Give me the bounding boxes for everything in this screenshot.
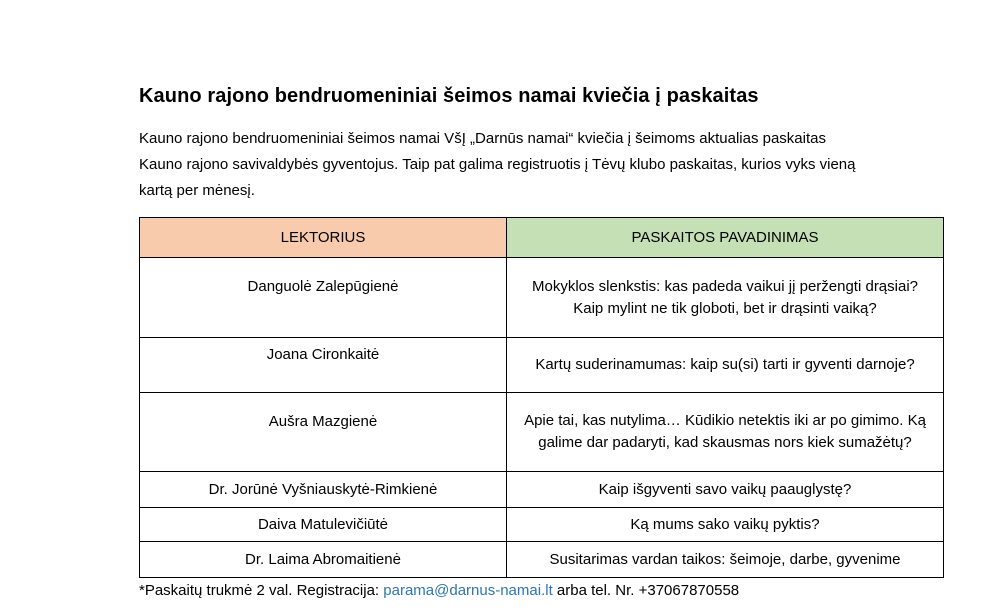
lecturer-name: Aušra Mazgienė	[268, 412, 378, 430]
topic-text: Mokyklos slenkstis: kas padeda vaikui jį peržengti drąsiai?	[531, 277, 918, 295]
lecturer-name: Danguolė Zalepūgienė	[247, 278, 399, 295]
topic-text: Apie tai, kas nutylima… Kūdikio netektis iki ar po gimimo. Ką galime dar padaryti, kad skausmas nors kiek sumažėtų?	[524, 412, 926, 451]
header-cell-topic: PASKAITOS PAVADINIMAS	[507, 218, 944, 258]
lecturer-name: Dr. Jorūnė Vyšniauskytė-Rimkienė	[208, 481, 438, 498]
footer-suffix: arba tel. Nr. +37067870558	[552, 582, 740, 599]
topic-text: Susitarimas vardan taikos: šeimoje, darbe, gyvenime	[549, 550, 901, 568]
lecturer-cell	[140, 393, 507, 472]
lecturer-cell	[140, 508, 507, 542]
table-row	[140, 542, 944, 578]
email-link[interactable]: parama@darnus-namai.lt	[383, 582, 553, 599]
topic-text: Kaip mylint ne tik globoti, bet ir drąsinti vaiką?	[573, 299, 877, 317]
footer-prefix: *Paskaitų trukmė 2 val. Registracija:	[139, 582, 384, 599]
intro-line: Kauno rajono bendruomeniniai šeimos namai VšĮ „Darnūs namai“ kviečia į šeimoms aktualias paskaitas	[139, 130, 826, 147]
lecturer-cell	[140, 542, 507, 578]
table-header-row	[140, 218, 944, 258]
topic-cell	[507, 338, 944, 393]
lecturer-name: Dr. Laima Abromaitienė	[245, 551, 401, 568]
table-row	[140, 508, 944, 542]
lectures-table	[139, 217, 944, 578]
topic-cell	[507, 542, 944, 578]
footer-note	[139, 581, 943, 600]
intro-line: kartą per mėnesį.	[139, 182, 255, 199]
lecturer-name: Daiva Matulevičiūtė	[257, 516, 389, 533]
topic-cell	[507, 258, 944, 338]
lecturer-name: Joana Cironkaitė	[266, 345, 380, 363]
table-row	[140, 258, 944, 338]
topic-cell	[507, 393, 944, 472]
lecturer-cell	[140, 258, 507, 338]
topic-text: Kaip išgyventi savo vaikų paauglystę?	[598, 480, 852, 498]
header-cell-lecturer: LEKTORIUS	[140, 218, 507, 258]
lecturer-cell	[140, 472, 507, 508]
page-title: Kauno rajono bendruomeniniai šeimos namai kviečia į paskaitas	[139, 85, 759, 107]
topic-text: Kartų suderinamumas: kaip su(si) tarti ir gyventi darnoje?	[535, 356, 915, 373]
table-row	[140, 338, 944, 393]
topic-text: Ką mums sako vaikų pyktis?	[630, 515, 820, 533]
lecturer-cell	[140, 338, 507, 393]
topic-cell	[507, 508, 944, 542]
intro-line: Kauno rajono savivaldybės gyventojus. Taip pat galima registruotis į Tėvų klubo paskaitas, kurios vyks vieną	[139, 156, 856, 173]
table-row	[140, 472, 944, 508]
topic-cell	[507, 472, 944, 508]
table-row	[140, 393, 944, 472]
intro-paragraph	[139, 126, 943, 204]
